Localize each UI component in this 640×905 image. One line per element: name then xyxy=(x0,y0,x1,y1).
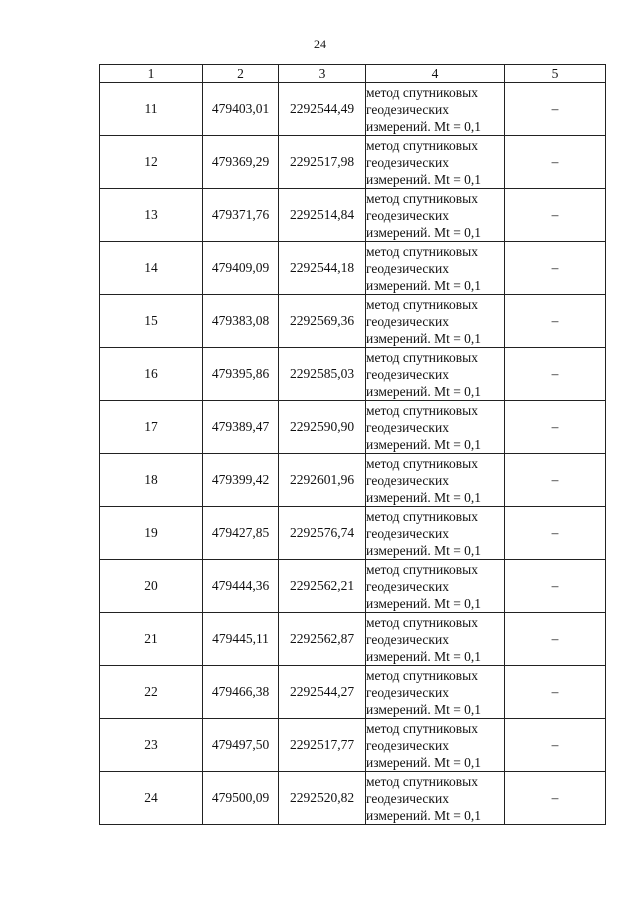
note-value: – xyxy=(505,136,606,189)
method-line: геодезических xyxy=(366,313,449,329)
page-number: 24 xyxy=(314,37,326,51)
method-line: метод спутниковых xyxy=(366,455,478,471)
method-line: геодезических xyxy=(366,366,449,382)
table-row xyxy=(100,136,606,189)
coordinate-y: 2292562,21 xyxy=(279,560,366,613)
header-col-3: 3 xyxy=(279,65,366,83)
table-row xyxy=(100,242,606,295)
table-row xyxy=(100,454,606,507)
point-number: 16 xyxy=(100,348,203,401)
point-number: 15 xyxy=(100,295,203,348)
table-row xyxy=(100,560,606,613)
method-description xyxy=(366,401,505,454)
method-line: метод спутниковых xyxy=(366,84,478,100)
note-value: – xyxy=(505,560,606,613)
method-description xyxy=(366,83,505,136)
coordinate-y: 2292544,49 xyxy=(279,83,366,136)
table-row xyxy=(100,507,606,560)
table-row xyxy=(100,666,606,719)
coordinate-x: 479445,11 xyxy=(203,613,279,666)
method-description xyxy=(366,242,505,295)
note-value: – xyxy=(505,772,606,825)
point-number: 14 xyxy=(100,242,203,295)
method-line: измерений. Mt = 0,1 xyxy=(366,436,482,452)
method-line: геодезических xyxy=(366,631,449,647)
note-value: – xyxy=(505,348,606,401)
point-number: 24 xyxy=(100,772,203,825)
point-number: 19 xyxy=(100,507,203,560)
method-description xyxy=(366,772,505,825)
method-line: измерений. Mt = 0,1 xyxy=(366,648,482,664)
point-number: 23 xyxy=(100,719,203,772)
method-description xyxy=(366,719,505,772)
method-line: измерений. Mt = 0,1 xyxy=(366,330,482,346)
table-row xyxy=(100,348,606,401)
coordinate-y: 2292569,36 xyxy=(279,295,366,348)
method-line: геодезических xyxy=(366,419,449,435)
coordinate-y: 2292590,90 xyxy=(279,401,366,454)
coordinate-y: 2292562,87 xyxy=(279,613,366,666)
note-value: – xyxy=(505,613,606,666)
method-line: геодезических xyxy=(366,578,449,594)
coordinate-x: 479389,47 xyxy=(203,401,279,454)
coordinate-x: 479497,50 xyxy=(203,719,279,772)
coordinate-y: 2292514,84 xyxy=(279,189,366,242)
method-line: измерений. Mt = 0,1 xyxy=(366,383,482,399)
note-value: – xyxy=(505,295,606,348)
note-value: – xyxy=(505,83,606,136)
method-line: измерений. Mt = 0,1 xyxy=(366,595,482,611)
method-line: метод спутниковых xyxy=(366,349,478,365)
point-number: 13 xyxy=(100,189,203,242)
method-line: метод спутниковых xyxy=(366,614,478,630)
table-row xyxy=(100,613,606,666)
coordinate-x: 479427,85 xyxy=(203,507,279,560)
header-row xyxy=(100,65,606,83)
method-description xyxy=(366,666,505,719)
header-col-4: 4 xyxy=(366,65,505,83)
coordinate-x: 479466,38 xyxy=(203,666,279,719)
method-line: метод спутниковых xyxy=(366,667,478,683)
method-description xyxy=(366,136,505,189)
method-line: измерений. Mt = 0,1 xyxy=(366,807,482,823)
coordinates-table xyxy=(99,64,606,825)
coordinate-y: 2292520,82 xyxy=(279,772,366,825)
note-value: – xyxy=(505,507,606,560)
coordinate-y: 2292544,18 xyxy=(279,242,366,295)
point-number: 21 xyxy=(100,613,203,666)
coordinate-x: 479409,09 xyxy=(203,242,279,295)
method-line: метод спутниковых xyxy=(366,190,478,206)
point-number: 18 xyxy=(100,454,203,507)
header-col-1: 1 xyxy=(100,65,203,83)
method-description xyxy=(366,348,505,401)
header-col-2: 2 xyxy=(203,65,279,83)
method-line: геодезических xyxy=(366,472,449,488)
coordinate-y: 2292544,27 xyxy=(279,666,366,719)
method-description xyxy=(366,454,505,507)
header-col-5: 5 xyxy=(505,65,606,83)
table-row xyxy=(100,719,606,772)
method-description xyxy=(366,613,505,666)
coordinate-y: 2292517,98 xyxy=(279,136,366,189)
method-line: метод спутниковых xyxy=(366,296,478,312)
method-line: метод спутниковых xyxy=(366,720,478,736)
note-value: – xyxy=(505,454,606,507)
coordinate-x: 479444,36 xyxy=(203,560,279,613)
table-row xyxy=(100,295,606,348)
method-line: геодезических xyxy=(366,684,449,700)
method-line: метод спутниковых xyxy=(366,137,478,153)
point-number: 17 xyxy=(100,401,203,454)
method-line: метод спутниковых xyxy=(366,508,478,524)
note-value: – xyxy=(505,242,606,295)
note-value: – xyxy=(505,719,606,772)
method-line: геодезических xyxy=(366,525,449,541)
method-line: геодезических xyxy=(366,154,449,170)
coordinate-x: 479369,29 xyxy=(203,136,279,189)
note-value: – xyxy=(505,401,606,454)
coordinate-x: 479403,01 xyxy=(203,83,279,136)
point-number: 11 xyxy=(100,83,203,136)
method-line: измерений. Mt = 0,1 xyxy=(366,754,482,770)
method-line: геодезических xyxy=(366,207,449,223)
table-row xyxy=(100,401,606,454)
method-line: измерений. Mt = 0,1 xyxy=(366,489,482,505)
table-row xyxy=(100,83,606,136)
method-line: метод спутниковых xyxy=(366,243,478,259)
method-line: геодезических xyxy=(366,737,449,753)
method-line: метод спутниковых xyxy=(366,402,478,418)
point-number: 22 xyxy=(100,666,203,719)
method-line: измерений. Mt = 0,1 xyxy=(366,224,482,240)
coordinate-x: 479399,42 xyxy=(203,454,279,507)
method-line: метод спутниковых xyxy=(366,561,478,577)
coordinate-y: 2292585,03 xyxy=(279,348,366,401)
method-line: геодезических xyxy=(366,101,449,117)
method-line: измерений. Mt = 0,1 xyxy=(366,171,482,187)
point-number: 12 xyxy=(100,136,203,189)
note-value: – xyxy=(505,666,606,719)
table-header xyxy=(100,65,606,83)
method-description xyxy=(366,560,505,613)
coordinate-y: 2292517,77 xyxy=(279,719,366,772)
note-value: – xyxy=(505,189,606,242)
method-description xyxy=(366,189,505,242)
coordinate-x: 479395,86 xyxy=(203,348,279,401)
coordinate-x: 479500,09 xyxy=(203,772,279,825)
method-description xyxy=(366,507,505,560)
method-line: геодезических xyxy=(366,260,449,276)
table-row xyxy=(100,189,606,242)
method-description xyxy=(366,295,505,348)
method-line: метод спутниковых xyxy=(366,773,478,789)
method-line: измерений. Mt = 0,1 xyxy=(366,118,482,134)
table-row xyxy=(100,772,606,825)
method-line: измерений. Mt = 0,1 xyxy=(366,701,482,717)
method-line: измерений. Mt = 0,1 xyxy=(366,542,482,558)
table-body xyxy=(100,83,606,825)
coordinate-y: 2292576,74 xyxy=(279,507,366,560)
coordinate-y: 2292601,96 xyxy=(279,454,366,507)
point-number: 20 xyxy=(100,560,203,613)
method-line: измерений. Mt = 0,1 xyxy=(366,277,482,293)
method-line: геодезических xyxy=(366,790,449,806)
coordinate-x: 479371,76 xyxy=(203,189,279,242)
coordinate-x: 479383,08 xyxy=(203,295,279,348)
